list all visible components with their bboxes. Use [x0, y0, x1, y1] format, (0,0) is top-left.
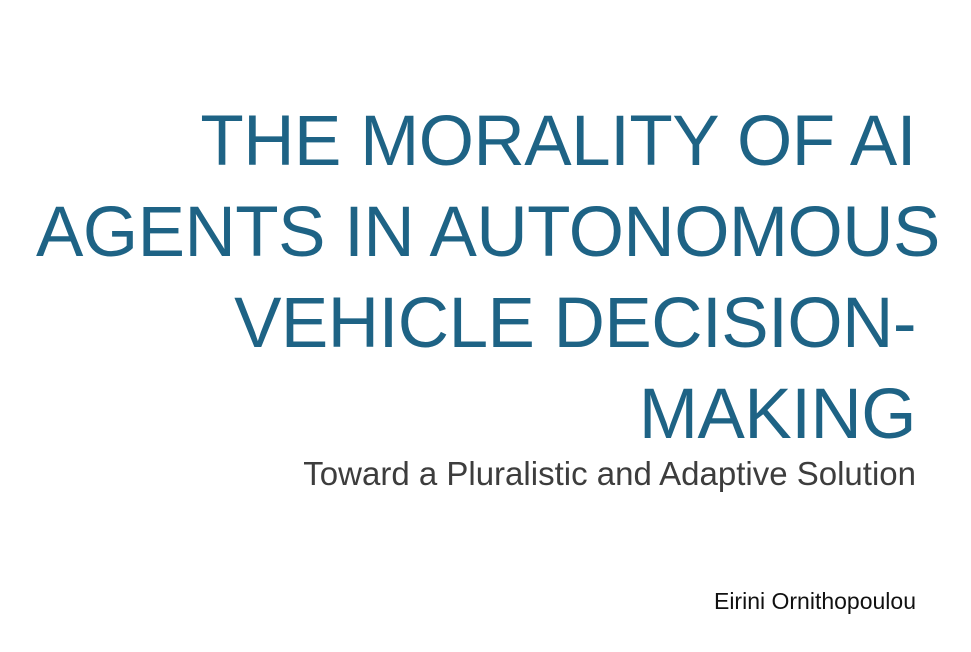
- title-line-2: AGENTS IN AUTONOMOUS: [36, 193, 940, 272]
- title-line-4: MAKING: [638, 375, 916, 454]
- document-subtitle: Toward a Pluralistic and Adaptive Solution: [303, 455, 916, 492]
- document-title: [36, 96, 940, 460]
- title-line-3: VEHICLE DECISION-: [234, 284, 916, 363]
- title-line-1: THE MORALITY OF AI: [200, 102, 916, 181]
- author-name: Eirini Ornithopoulou: [713, 588, 916, 614]
